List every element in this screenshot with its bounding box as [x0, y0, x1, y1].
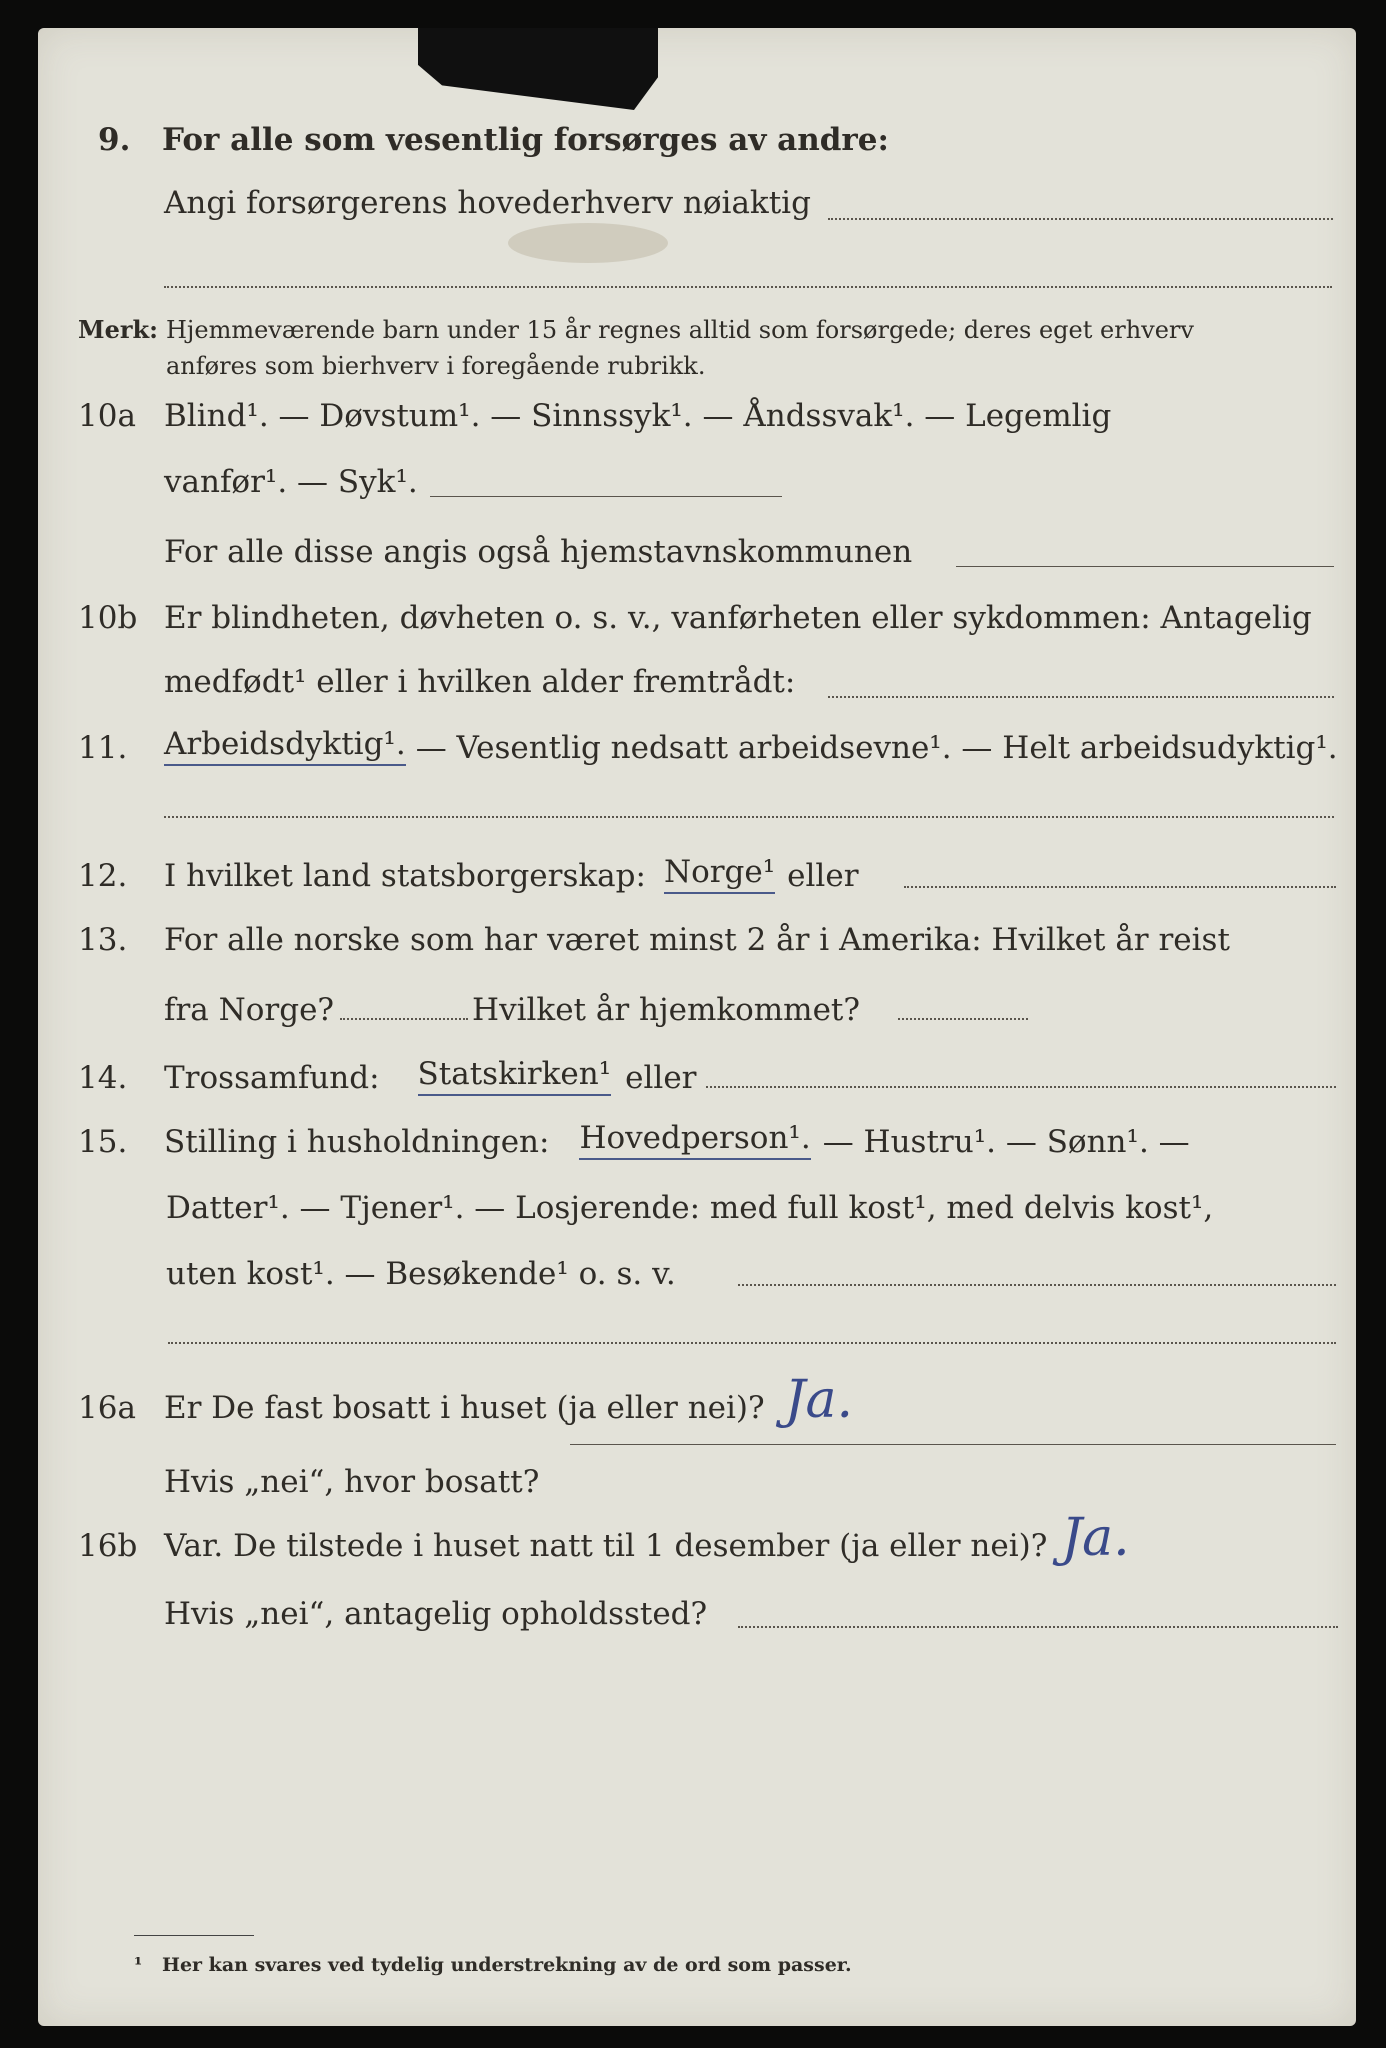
merk-line1: Hjemmeværende barn under 15 år regnes alltid som forsørgede; deres eget erhverv [166, 316, 1194, 344]
q11-answer-underlined: Arbeidsdyktig¹. [164, 726, 406, 766]
merk-row-2 [166, 332, 705, 380]
q13-line1: For alle norske som har været minst 2 år i Amerika: Hvilket år reist [164, 922, 1230, 958]
q10a-row-2 [164, 452, 418, 500]
q16b-row-2 [164, 1584, 707, 1632]
merk-label: Merk: [78, 315, 158, 344]
q10b-line2: medfødt¹ eller i hvilken alder fremtrådt: [164, 664, 796, 700]
q10b-row-2 [164, 652, 795, 700]
q16b-row [78, 1508, 1130, 1568]
q15-line2: Datter¹. — Tjener¹. — Losjerende: med full kost¹, med delvis kost¹, [166, 1190, 1214, 1226]
q12-post: eller [787, 858, 859, 894]
q16a-handwritten-answer: Ja. [784, 1370, 854, 1430]
q10b-fill-line [828, 696, 1334, 698]
q14-row [78, 1048, 696, 1096]
footnote [134, 1946, 852, 1976]
q10a-line2: vanfør¹. — Syk¹. [164, 464, 418, 500]
q9-title: For alle som vesentlig forsørges av andre: [162, 122, 889, 158]
footnote-text: Her kan svares ved tydelig understrekning av de ord som passer. [162, 1954, 852, 1976]
q15-answer-underlined: Hovedperson¹. [579, 1120, 810, 1160]
torn-tab [418, 28, 658, 110]
q14-number: 14. [78, 1060, 128, 1096]
q13-row-2 [164, 980, 860, 1028]
footnote-rule [134, 1935, 254, 1936]
q15-fill-line [738, 1284, 1336, 1286]
q10a-line3: For alle disse angis også hjemstavnskommunen [164, 534, 913, 570]
q16b-handwritten-answer: Ja. [1061, 1508, 1130, 1568]
q11-number: 11. [78, 730, 128, 766]
q11-rest: — Vesentlig nedsatt arbeidsevne¹. — Helt arbeidsudyktig¹. [415, 730, 1338, 766]
q10a-row [78, 386, 1111, 434]
q13-line2b: Hvilket år hjemkommet? [472, 992, 861, 1028]
q15-row-2 [166, 1178, 1213, 1226]
q9-answer-line [164, 286, 1332, 288]
q16a-line1: Er De fast bosatt i huset (ja eller nei)? [164, 1390, 765, 1426]
q9-line2 [164, 173, 811, 221]
q13-number: 13. [78, 922, 128, 958]
q10a-row-3 [164, 522, 912, 570]
q15-answer-line [168, 1342, 1336, 1344]
q16a-number: 16a [78, 1390, 136, 1426]
q12-row [78, 846, 859, 894]
q9-number: 9. [98, 122, 131, 158]
q10a-number: 10a [78, 398, 136, 434]
q14-post: eller [625, 1060, 697, 1096]
q10a-syk-line [430, 496, 782, 497]
q10a-line1: Blind¹. — Døvstum¹. — Sinnssyk¹. — Åndssvak¹. — Legemlig [164, 398, 1112, 434]
q12-pre: I hvilket land statsborgerskap: [164, 858, 646, 894]
q13-row [78, 910, 1230, 958]
q12-fill-line [904, 886, 1336, 888]
q15-line3: uten kost¹. — Besøkende¹ o. s. v. [166, 1256, 676, 1292]
q16a-bosatt-line [570, 1444, 1336, 1445]
q13-hjemkommet-line [898, 1018, 1028, 1020]
q9-line2-text: Angi forsørgerens hovederhverv nøiaktig [164, 185, 811, 221]
q16a-row-2 [164, 1452, 539, 1500]
q13-line2a: fra Norge? [164, 992, 335, 1028]
q15-number: 15. [78, 1124, 128, 1160]
q10a-kommune-line [956, 566, 1334, 567]
q15-rest1: — Hustru¹. — Sønn¹. — [822, 1124, 1190, 1160]
q10b-row [78, 588, 1312, 636]
stain [508, 223, 668, 263]
q16b-number: 16b [78, 1528, 138, 1564]
q15-pre: Stilling i husholdningen: [164, 1124, 550, 1160]
q15-row [78, 1112, 1190, 1160]
q9-fill-line [828, 218, 1333, 220]
q11-row [78, 718, 1338, 766]
q10b-number: 10b [78, 600, 138, 636]
q16b-opholdssted-line [738, 1626, 1338, 1628]
q15-row-3 [166, 1244, 676, 1292]
q13-reist-line [340, 1018, 468, 1020]
q16a-line2: Hvis „nei“, hvor bosatt? [164, 1464, 540, 1500]
q10b-line1: Er blindheten, døvheten o. s. v., vanførheten eller sykdommen: Antagelig [164, 600, 1312, 636]
q16b-line2: Hvis „nei“, antagelig opholdssted? [164, 1596, 708, 1632]
q14-pre: Trossamfund: [164, 1060, 380, 1096]
q12-answer-underlined: Norge¹ [664, 854, 775, 894]
q12-number: 12. [78, 858, 128, 894]
form-page [38, 28, 1356, 2026]
q14-answer-underlined: Statskirken¹ [418, 1056, 612, 1096]
merk-line2: anføres som bierhverv i foregående rubrikk. [166, 352, 706, 380]
footnote-mark: ¹ [134, 1954, 143, 1976]
q16b-line1: Var. De tilstede i huset natt til 1 desember (ja eller nei)? [164, 1528, 1048, 1564]
q16a-row [78, 1370, 854, 1430]
q9-row [98, 110, 889, 158]
q11-answer-line [164, 816, 1334, 818]
q14-fill-line [706, 1086, 1336, 1088]
